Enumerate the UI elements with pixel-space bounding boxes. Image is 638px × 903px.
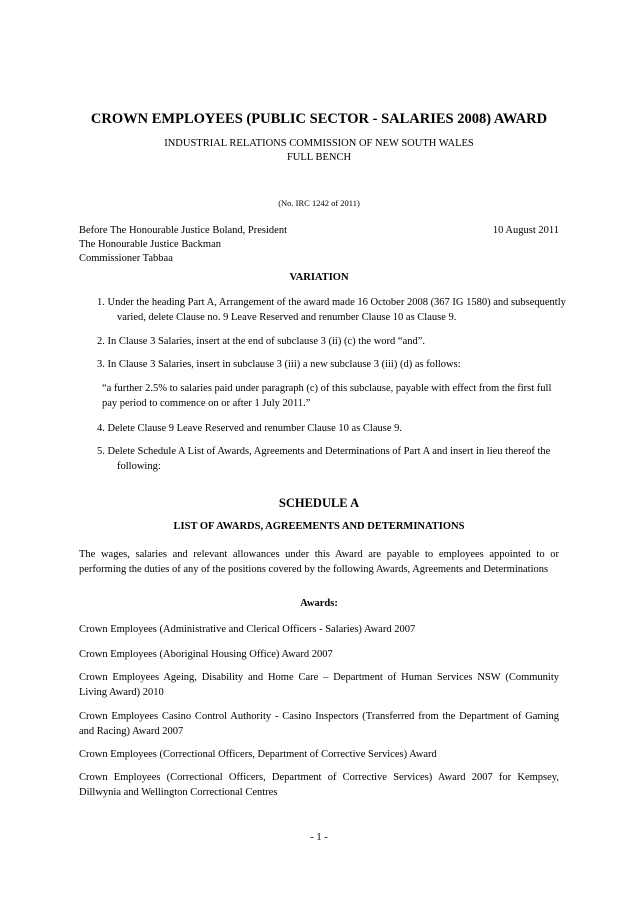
award-item: Crown Employees Ageing, Disability and Home Care – Department of Human Services NSW (Community Living Award) 2010 bbox=[79, 672, 559, 698]
decision-date: 10 August 2011 bbox=[492, 225, 559, 236]
variation-item-1: 1. Under the heading Part A, Arrangement of the award made 16 October 2008 (367 IG 1580) and subsequently varied, delete Clause no. 9 Leave Reserved and renumber Clause 10 as Clause 9. bbox=[97, 297, 566, 323]
award-item: Crown Employees (Administrative and Clerical Officers - Salaries) Award 2007 bbox=[79, 624, 416, 635]
schedule-intro: The wages, salaries and relevant allowances under this Award are payable to employees appointed to or performing the duties of any of the positions covered by the following Awards, Agreements and Determinations bbox=[79, 549, 559, 575]
variation-item-3: 3. In Clause 3 Salaries, insert in subclause 3 (iii) a new subclause 3 (iii) (d) as follows: bbox=[97, 359, 461, 370]
award-item: Crown Employees (Aboriginal Housing Office) Award 2007 bbox=[79, 649, 333, 660]
schedule-subheading: LIST OF AWARDS, AGREEMENTS AND DETERMINATIONS bbox=[173, 521, 465, 532]
award-item: Crown Employees Casino Control Authority - Casino Inspectors (Transferred from the Department of Gaming and Racing) Award 2007 bbox=[79, 711, 559, 737]
award-item: Crown Employees (Correctional Officers, Department of Corrective Services) Award bbox=[79, 749, 437, 760]
judge-line-3: Commissioner Tabbaa bbox=[79, 253, 173, 264]
variation-heading: VARIATION bbox=[289, 272, 349, 283]
variation-quote: “a further 2.5% to salaries paid under paragraph (c) of this subclause, payable with effect from the first full pay period to commence on or after 1 July 2011.” bbox=[102, 383, 552, 409]
judge-line-1: Before The Honourable Justice Boland, President bbox=[79, 225, 288, 236]
document-title: CROWN EMPLOYEES (PUBLIC SECTOR - SALARIES 2008) AWARD bbox=[90, 111, 548, 127]
case-number: (No. IRC 1242 of 2011) bbox=[278, 198, 360, 208]
schedule-heading: SCHEDULE A bbox=[278, 496, 360, 510]
award-item: Crown Employees (Correctional Officers, Department of Corrective Services) Award 2007 for Kempsey, Dillwynia and Wellington Correctional Centres bbox=[79, 772, 559, 798]
bench-name: FULL BENCH bbox=[286, 152, 352, 163]
judge-line-2: The Honourable Justice Backman bbox=[79, 239, 221, 250]
variation-item-4: 4. Delete Clause 9 Leave Reserved and renumber Clause 10 as Clause 9. bbox=[97, 423, 402, 434]
variation-item-5: 5. Delete Schedule A List of Awards, Agreements and Determinations of Part A and insert in lieu thereof the following: bbox=[97, 446, 551, 472]
awards-heading: Awards: bbox=[300, 598, 338, 609]
commission-name: INDUSTRIAL RELATIONS COMMISSION OF NEW SOUTH WALES bbox=[164, 138, 474, 149]
variation-item-2: 2. In Clause 3 Salaries, insert at the end of subclause 3 (ii) (c) the word “and”. bbox=[97, 336, 426, 347]
page-number: - 1 - bbox=[310, 832, 328, 843]
